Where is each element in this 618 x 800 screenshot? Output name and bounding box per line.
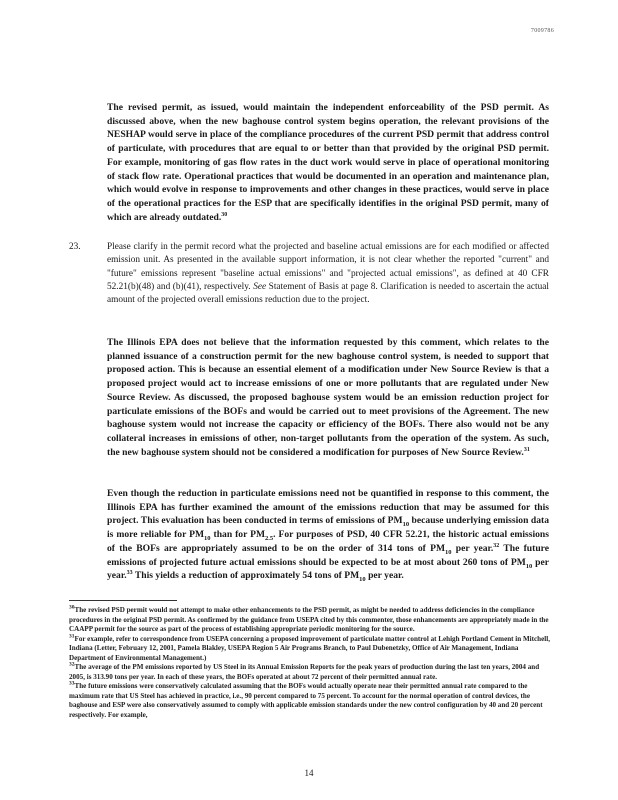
subscript: 2.5 [265,535,274,543]
comment-23 [69,241,549,307]
text-segment: The future emissions of projected future actual emissions should be expected to be at most about 260 tons of PM [107,542,549,568]
footnote-ref-33: 33 [126,570,133,577]
response-text: The Illinois EPA does not believe that the information requested by this comment, which relates to the planned issuance of a construction permit for the new baghouse control system, is needed to support that proposed action. This is because an essential element of a modification under New Source Review is that a proposed project would act to increase emissions of one or more pollutants that are regulated under New Source Review. As discussed, the proposed baghouse system would be an emission reduction project for particulate emissions of the BOFs and would be carried out to meet provisions of the Agreement. The new baghouse system would not increase the capacity or efficiency of the BOFs. There also would not be any collateral increases in emissions of other, non-target pollutants from the operation of the system. As such, the new baghouse system should not be considered a modification for purposes of New Source Review. [107,337,549,458]
comment-number: 23. [69,242,81,252]
footnote-31 [69,635,551,664]
response-paragraph-psd-enforceability [107,101,549,224]
footnotes [69,606,551,720]
footnote-text: The future emissions were conservatively calculated assuming that the BOFs would actually operate near their permitted annual rate compared to the maximum rate that US Steel has achieved in practice, i.e., 90 percent compared to 75 percent. To account for the normal operation of control devices, the baghouse and ESP were also conservatively assumed to comply with applicable emission standards under the new control configuration by 40 and 20 percent respectively. For example, [69,682,543,719]
footnote-32 [69,663,551,682]
text-segment: . For purposes of PSD, 40 CFR 52.21, the historic actual emissions of the BOFs are appropriately assumed to be on the order of 314 tons of PM [107,529,549,554]
page-number: 14 [304,768,314,778]
subscript: 10 [445,548,452,556]
footnote-ref-31: 31 [523,446,530,453]
text-segment: This yields a reduction of approximately 54 tons of PM [132,570,360,582]
text-segment: per year. [107,556,549,582]
footnote-30 [69,606,551,635]
see-reference: See [253,281,267,292]
text-segment: because underlying emission data is more reliable for PM [107,515,549,541]
footnote-text: For example, refer to correspondence from USEPA concerning a proposed improvement of particulate matter control at Lehigh Portland Cement in Mitchell, Indiana (Letter, February 12, 2001, Pamela Blakley, USEPA Region 5 Air Programs Branch, to Paul Dubenetzky, Office of Air Management, Indiana Department of Environmental Management.) [69,634,550,662]
text-segment: than for PM [210,529,266,541]
footnote-divider [69,600,177,601]
response-paragraph-emission-reduction [107,487,549,583]
footnote-ref-32: 32 [493,542,500,549]
response-text: The revised permit, as issued, would maintain the independent enforceability of the PSD permit. As discussed above, when the new baghouse control system begins operation, the relevant provisions of the NESHAP would serve in place of the compliance procedures of the current PSD permit that address control of particulate, with procedures that are equal to or better than that provided by the original PSD permit. For example, monitoring of gas flow rates in the duct work would serve in place of operational monitoring of stack flow rate. Operational practices that would be documented in an operation and maintenance plan, which would evolve in response to improvements and other changes in these practices, would serve in place of the operational practices for the ESP that are specifically identifies in the original PSD permit, many of which are already outdated. [107,102,549,223]
footnote-number: 31 [69,633,75,640]
document-stamp: 7009786 [530,28,554,34]
footnote-number: 30 [69,604,75,611]
text-segment: per year. [451,542,494,554]
subscript: 10 [402,521,410,529]
text-segment: per year. [365,570,404,582]
subscript: 10 [525,562,533,570]
footnote-33 [69,682,551,720]
comment-text-continued: Statement of Basis at page 8. Clarification is needed to ascertain the actual amount of the projected overall emissions reduction due to the project. [107,281,549,306]
footnote-text: The average of the PM emissions reported by US Steel in its Annual Emission Reports for the peak years of production during the last ten years, 2004 and 2005, is 313.90 tons per year. In each of these years, the BOFs operated at about 72 percent of their permitted annual rate. [69,663,540,681]
subscript: 10 [359,576,366,584]
text-segment: Even though the reduction in particulate emissions need not be quantified in response to this comment, the Illinois EPA has further examined the amount of the emissions reduction that may be assumed for this project. This evaluation has been conducted in terms of emissions of PM [107,488,549,527]
footnote-number: 32 [69,661,75,668]
footnote-number: 33 [69,680,75,687]
response-paragraph-nsr [107,336,549,459]
footnote-ref-30: 30 [221,211,228,218]
comment-text: Please clarify in the permit record what the projected and baseline actual emissions are for each modified or affected emission unit. As presented in the available support information, it is not clear whether the reported "current" and "future" emissions represent "baseline actual emissions" and "projected actual emissions", as defined at 40 CFR 52.21(b)(48) and (b)(41), respectively. [107,242,549,292]
subscript: 10 [204,535,211,543]
footnote-text: The revised PSD permit would not attempt to make other enhancements to the PSD permit, as might be needed to address deficiencies in the compliance procedures in the original PSD permit. As confirmed by the guidance from USEPA cited by this commenter, those enhancements are appropriately made in the CAAPP permit for the source as part of the process of establishing appropriate periodic monitoring for the source. [69,606,549,633]
